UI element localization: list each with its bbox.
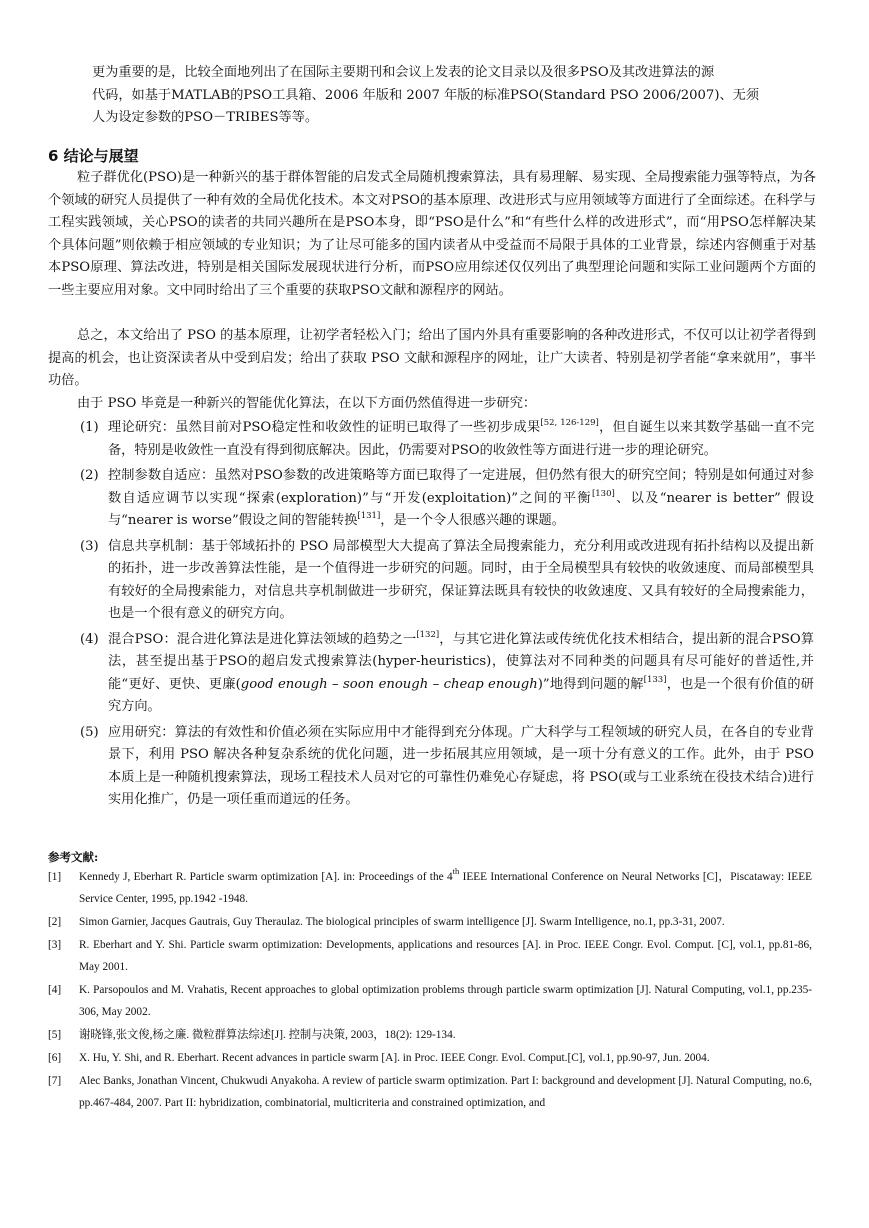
reference-number: [1]: [48, 871, 62, 883]
reference-item: [48, 911, 812, 933]
list-item-text: ，是一个令人很感兴趣的课题。: [380, 513, 565, 528]
list-item-text: )”地得到问题的解: [537, 676, 644, 692]
reference-item: [48, 979, 812, 1023]
reference-text: X. Hu, Y. Shi, and R. Eberhart. Recent advances in particle swarm [A]. in Proc. IEEE Congr. Evol. Comput.[C], vol.1, pp.90-97, Jun. 2004.: [79, 1052, 710, 1064]
reference-text: R. Eberhart and Y. Shi. Particle swarm optimization: Developments, applications and resources [A]. in Proc. IEEE Congr. Evol. Comput. [C], vol.1, pp.81-86, May 2001.: [79, 939, 812, 973]
reference-item: [48, 1047, 812, 1069]
list-item-number: (5): [80, 724, 99, 740]
intro-line-1: 更为重要的是，比较全面地列出了在国际主要期刊和会议上发表的论文目录以及很多PSO及其改进算法的源: [92, 65, 715, 80]
list-item: [80, 722, 814, 812]
reference-number: [2]: [48, 916, 62, 928]
reference-item: [48, 1070, 812, 1114]
references-list: [48, 866, 812, 1115]
list-item-text: ，也是一个很有价值的研究方向。: [108, 676, 814, 714]
section-heading: 6 结论与展望: [48, 147, 139, 165]
emphasis-text: good enough – soon enough – cheap enough: [240, 676, 538, 692]
intro-line-3: 人为设定参数的PSO－TRIBES等等。: [92, 110, 319, 125]
references-heading: 参考文献:: [48, 850, 99, 864]
list-item-text: 混合PSO：混合进化算法是进化算法领域的趋势之一: [108, 631, 417, 647]
superscript: th: [452, 866, 460, 876]
reference-item: [48, 934, 812, 978]
list-item-text: ，但自诞生以来其数学基础一直不完备，特别是收敛性一直没有得到彻底解决。因此，仍需要对PSO的收敛性等方面进行进一步的理论研究。: [108, 420, 815, 458]
intro-line-2: 代码，如基于MATLAB的PSO工具箱、2006 年版和 2007 年版的标准PSO(Standard PSO 2006/2007)、无须: [92, 87, 760, 103]
reference-text: Simon Garnier, Jacques Gautrais, Guy Theraulaz. The biological principles of swarm intelligence [J]. Swarm Intelligence, no.1, pp.3-31, 2007.: [79, 916, 725, 928]
list-item-text: 信息共享机制：基于邻域拓扑的 PSO 局部模型大大提高了算法全局搜索能力，充分利用或改进现有拓扑结构以及提出新的拓扑，进一步改善算法性能，是一个值得进一步研究的问题。同时，由于全局模型具有较快的收敛速度、而局部模型具有较好的全局搜索能力，对信息共享机制做进一步研究，保证算法既具有较快的收敛速度、又具有较好的全局搜索能力，也是一个很有意义的研究方向。: [108, 538, 814, 621]
reference-number: [5]: [48, 1029, 62, 1041]
reference-text: 谢晓锋,张文俊,杨之廉. 微粒群算法综述[J]. 控制与决策, 2003，18(2): 129-134.: [79, 1029, 456, 1041]
list-item: [80, 629, 814, 719]
list-item: [80, 417, 814, 462]
citation: [52, 126-129]: [540, 418, 599, 428]
citation: [130]: [591, 488, 615, 499]
list-item-text: 控制参数自适应：虽然对PSO参数的改进策略等方面已取得了一定进展，但仍然有很大的研究空间；特别是如何通过对参数自适应调节以实现“探索(exploration)”与“开发(exploitation)”之间的平衡: [108, 468, 814, 506]
citation: [131]: [357, 511, 381, 521]
reference-text: Alec Banks, Jonathan Vincent, Chukwudi Anyakoha. A review of particle swarm optimization. Part I: background and development [J]. Natural Computing, no.6, pp.467-484, 2007. Part II: hybridization, combinatorial, multicriteria and constrained optimization, and: [79, 1075, 812, 1109]
reference-text: K. Parsopoulos and M. Vrahatis, Recent approaches to global optimization problems through particle swarm optimization [J]. Natural Computing, vol.1, pp.235-306, May 2002.: [79, 984, 812, 1018]
intro-paragraph: [92, 62, 812, 130]
citation: [133]: [643, 674, 667, 685]
research-directions-list: [80, 417, 814, 812]
list-item-number: (3): [80, 538, 99, 554]
list-item-text: 应用研究：算法的有效性和价值必须在实际应用中才能得到充分体现。广大科学与工程领域的研究人员，在各自的专业背景下，利用 PSO 解决各种复杂系统的优化问题，进一步拓展其应用领域，是一项十分有意义的工作。此外，由于 PSO 本质上是一种随机搜索算法，现场工程技术人员对它的可靠性仍难免心存疑虑，将 PSO(或与工业系统在役技术结合)进行实用化推广，仍是一项任重而道远的任务。: [108, 724, 814, 807]
list-item-text: 、以及“nearer is better” 假设与“nearer is worse”假设之间的智能转换: [108, 490, 814, 528]
reference-item: [48, 866, 812, 910]
list-item: [80, 465, 814, 533]
reference-number: [4]: [48, 984, 62, 996]
list-item-number: (1): [80, 420, 99, 435]
reference-item: [48, 1024, 812, 1046]
list-item-number: (2): [80, 468, 99, 483]
citation: [132]: [416, 629, 440, 640]
conclusion-paragraph-1: 粒子群优化(PSO)是一种新兴的基于群体智能的启发式全局随机搜索算法，具有易理解、易实现、全局搜索能力强等特点，为各个领域的研究人员提供了一种有效的全局优化技术。本文对PSO的基本原理、改进形式与应用领域等方面进行了全面综述。在科学与工程实践领域，关心PSO的读者的共同兴趣所在是PSO本身，即“PSO是什么”和“有些什么样的改进形式”，而“用PSO怎样解决某个具体问题”则依赖于相应领域的专业知识；为了让尽可能多的国内读者从中受益而不局限于具体的工业背景，综述内容侧重于对基本PSO原理、算法改进，特别是相关国际发展现状进行分析，而PSO应用综述仅仅列出了典型理论问题和实际工业问题两个方面的一些主要应用对象。文中同时给出了三个重要的获取PSO文献和源程序的网站。: [48, 170, 816, 298]
list-item: [80, 536, 814, 626]
reference-number: [3]: [48, 939, 62, 951]
reference-text: IEEE International Conference on Neural Networks [C]，Piscataway: IEEE Service Center, 1995, pp.1942 -1948.: [79, 871, 812, 905]
reference-number: [6]: [48, 1052, 62, 1064]
reference-number: [7]: [48, 1075, 62, 1087]
conclusion-paragraph-3: 由于 PSO 毕竟是一种新兴的智能优化算法，在以下方面仍然值得进一步研究：: [77, 396, 537, 411]
list-item-text: 理论研究：虽然目前对PSO稳定性和收敛性的证明已取得了一些初步成果: [108, 420, 541, 435]
reference-text: Kennedy J, Eberhart R. Particle swarm optimization [A]. in: Proceedings of the 4: [79, 871, 453, 883]
list-item-number: (4): [80, 631, 99, 647]
list-item-text: ，与其它进化算法或传统优化技术相结合，提出新的混合PSO算法，甚至提出基于PSO的超启发式搜索算法(hyper-heuristics)，使算法对不同种类的问题具有尽可能好的普适性,并能“更好、更快、更廉(: [108, 631, 815, 692]
conclusion-paragraph-2: 总之，本文给出了 PSO 的基本原理，让初学者轻松入门；给出了国内外具有重要影响的各种改进形式，不仅可以让初学者得到提高的机会，也让资深读者从中受到启发；给出了获取 PSO 文献和源程序的网址，让广大读者、特别是初学者能“拿来就用”，事半功倍。: [48, 328, 816, 388]
